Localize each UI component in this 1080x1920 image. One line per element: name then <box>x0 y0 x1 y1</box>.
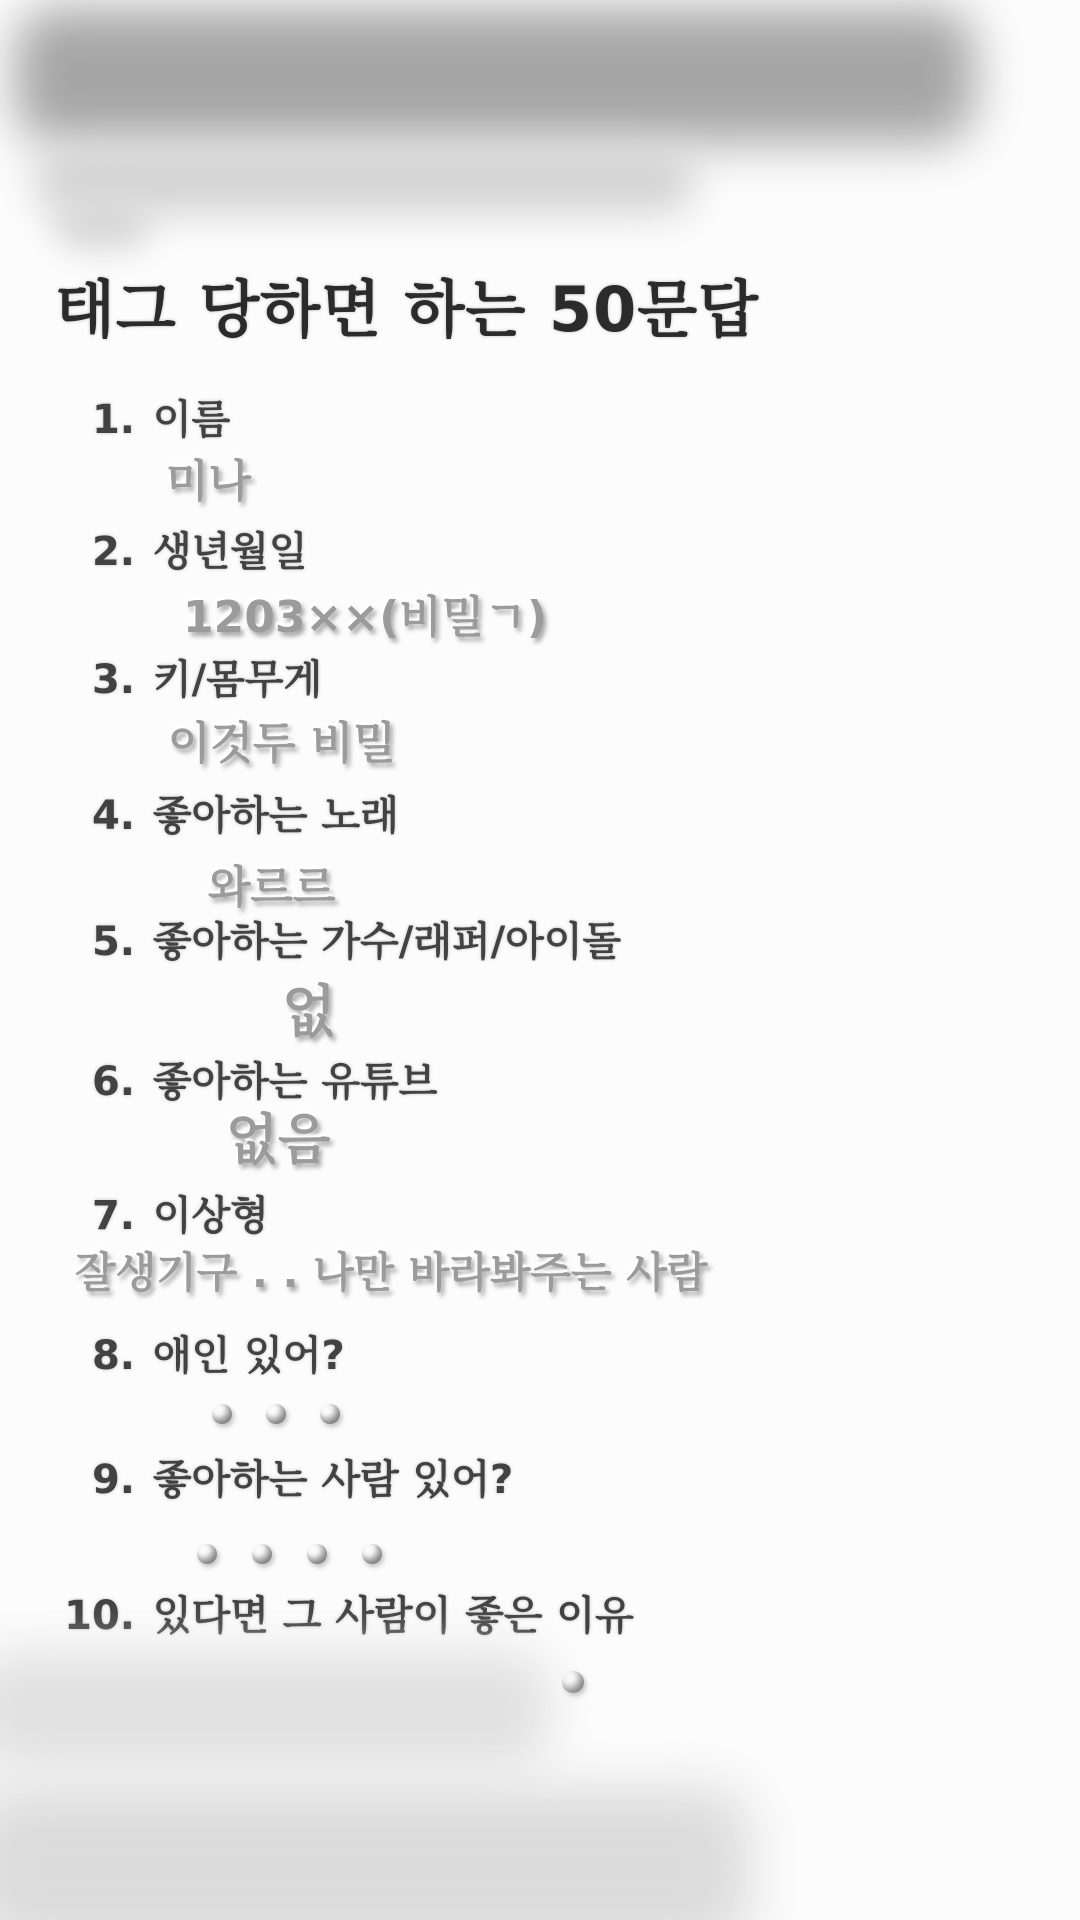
answer-dot <box>197 1544 217 1564</box>
answer-dot <box>212 1404 232 1424</box>
answer-dot <box>362 1544 382 1564</box>
answer-3: 이것두 비밀 <box>168 718 396 769</box>
answer-7: 잘생기구 . . 나만 바라봐주는 사람 <box>75 1248 708 1297</box>
question-text: 좋아하는 유튜브 <box>153 1059 438 1105</box>
question-number: 5. <box>91 919 135 965</box>
answer-5: 없 <box>282 980 337 1045</box>
question-8 <box>0 1334 345 1378</box>
question-4 <box>0 794 399 838</box>
answer-9-dots <box>197 1544 382 1564</box>
answer-6: 없음 <box>226 1108 331 1171</box>
answer-8-dots <box>212 1404 340 1424</box>
question-1 <box>0 398 230 442</box>
question-number: 8. <box>91 1333 135 1379</box>
question-text: 생년월일 <box>153 529 308 575</box>
question-text: 애인 있어? <box>153 1333 345 1379</box>
answer-10-dot <box>562 1671 584 1693</box>
answer-dot <box>266 1404 286 1424</box>
answer-2: 1203××(비밀ㄱ) <box>183 592 547 643</box>
question-text: 좋아하는 사람 있어? <box>153 1457 514 1503</box>
answer-dot <box>320 1404 340 1424</box>
question-text: 이상형 <box>153 1193 269 1239</box>
question-number: 1. <box>91 397 135 443</box>
question-6 <box>0 1060 437 1104</box>
question-number: 3. <box>91 657 135 703</box>
blurred-region-top-left-tail <box>55 195 150 250</box>
blurred-region-top <box>15 8 975 143</box>
question-text: 좋아하는 노래 <box>153 793 399 839</box>
answer-4: 와르르 <box>208 862 336 913</box>
page-title: 태그 당하면 하는 50문답 <box>55 273 760 346</box>
question-text: 좋아하는 가수/래퍼/아이돌 <box>153 919 622 965</box>
question-number: 2. <box>91 529 135 575</box>
blurred-region-bottom <box>0 1788 750 1920</box>
question-number: 4. <box>91 793 135 839</box>
question-text: 키/몸무게 <box>153 657 323 703</box>
question-2 <box>0 530 308 574</box>
question-5 <box>0 920 621 964</box>
blurred-region-bottom-answer <box>0 1652 550 1767</box>
question-text: 있다면 그 사람이 좋은 이유 <box>153 1593 634 1639</box>
answer-dot <box>307 1544 327 1564</box>
question-number: 7. <box>91 1193 135 1239</box>
question-number: 9. <box>91 1457 135 1503</box>
answer-1: 미나 <box>166 456 252 507</box>
question-number: 10. <box>64 1593 135 1639</box>
answer-dot <box>252 1544 272 1564</box>
question-10 <box>0 1594 634 1638</box>
question-number: 6. <box>91 1059 135 1105</box>
answer-dot <box>562 1671 584 1693</box>
question-7 <box>0 1194 269 1238</box>
question-3 <box>0 658 322 702</box>
question-text: 이름 <box>153 397 231 443</box>
question-9 <box>0 1458 513 1502</box>
